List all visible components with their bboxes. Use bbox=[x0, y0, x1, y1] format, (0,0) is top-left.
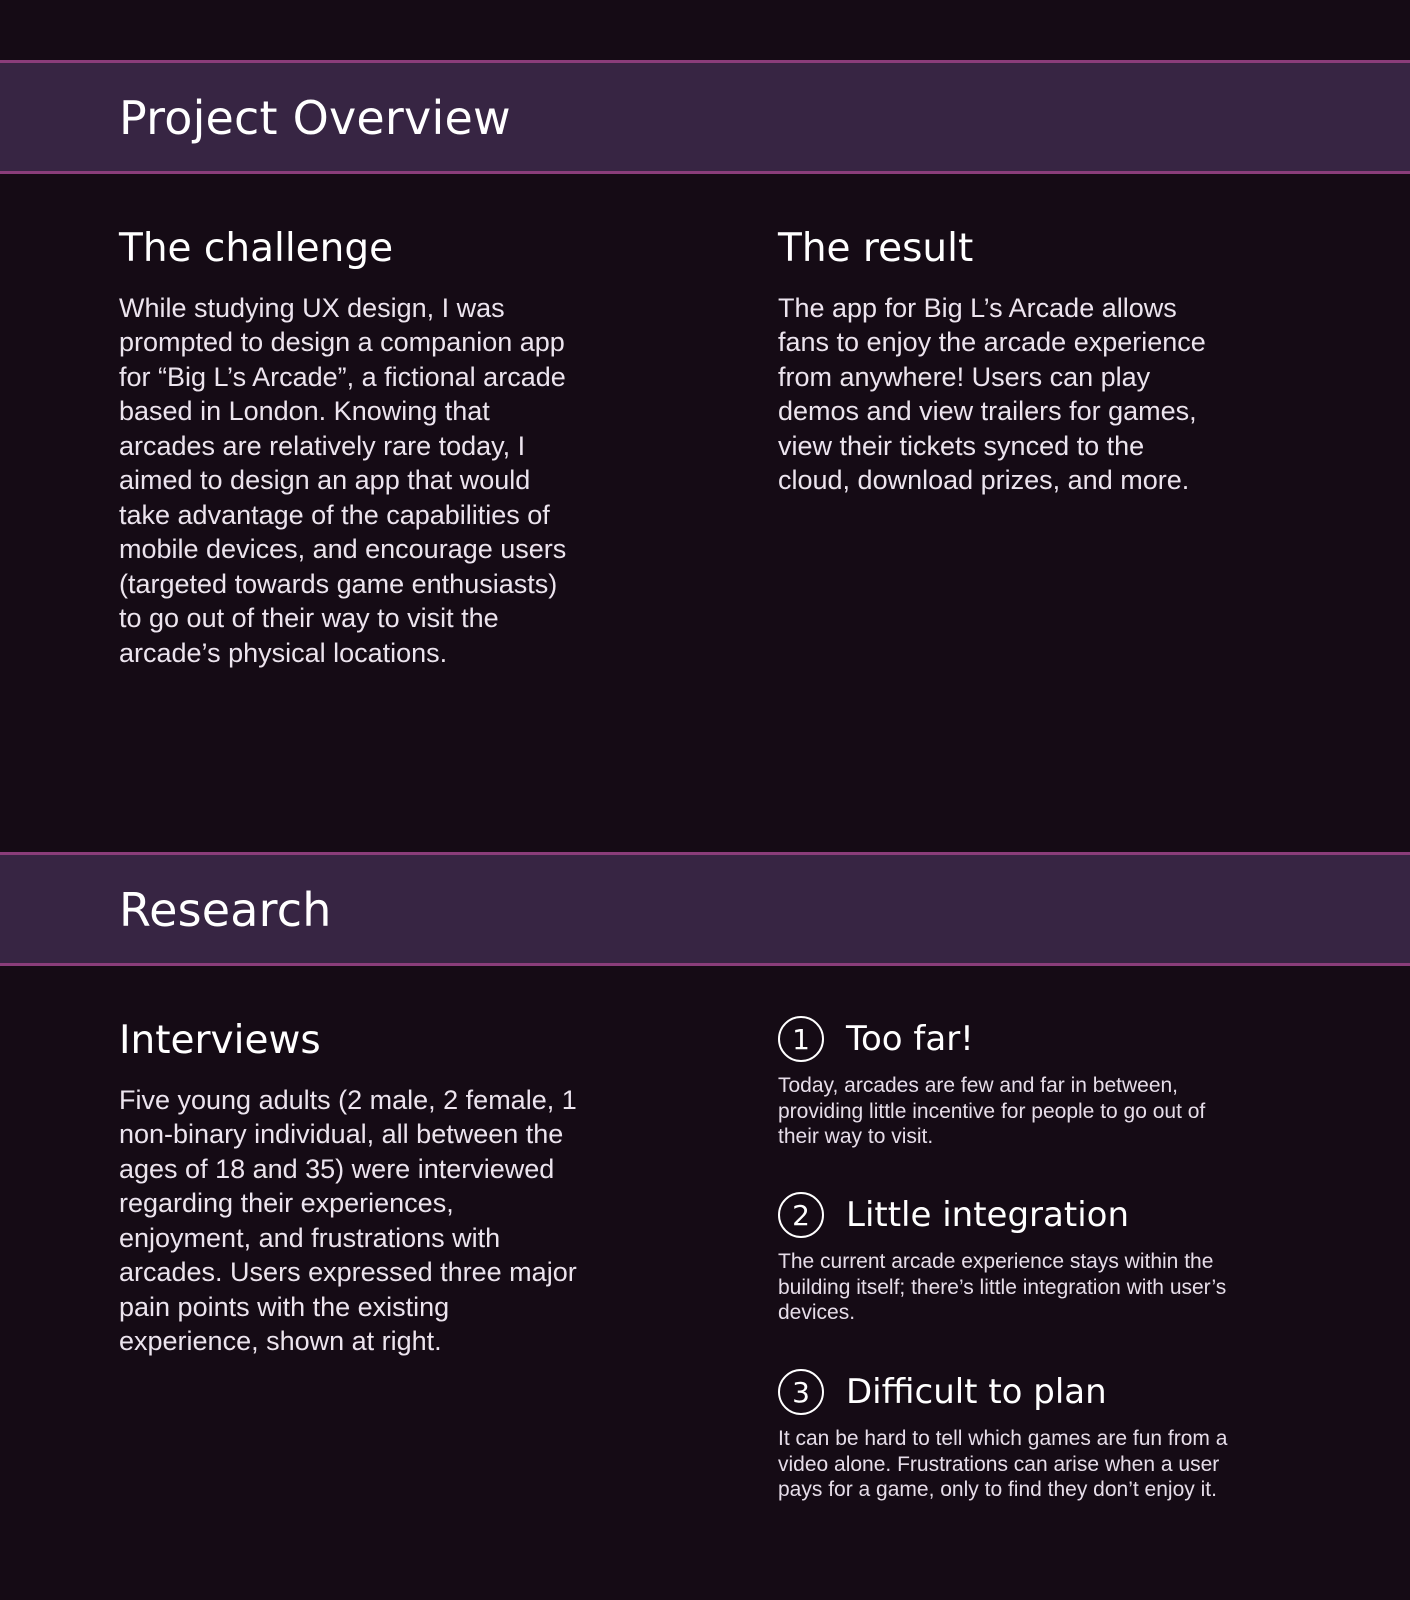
pain-point-title: Too far! bbox=[846, 1019, 974, 1059]
research-banner bbox=[0, 852, 1410, 966]
pain-point-body: The current arcade experience stays within the building itself; there’s little integration with user’s devices. bbox=[778, 1250, 1227, 1324]
result-body: The app for Big L’s Arcade allows fans to enjoy the arcade experience from anywhere! Users can play demos and view trailers for games, view their tickets synced to the cloud, download prizes, and more. bbox=[778, 292, 1206, 496]
interviews-heading: Interviews bbox=[119, 1018, 321, 1063]
research-title: Research bbox=[119, 883, 332, 937]
project-overview-banner bbox=[0, 60, 1410, 174]
result-heading: The result bbox=[778, 226, 974, 271]
pain-point-header bbox=[778, 1015, 1228, 1063]
number-3-icon: 3 bbox=[778, 1369, 824, 1415]
pain-point-header bbox=[778, 1368, 1228, 1416]
challenge-body: While studying UX design, I was prompted to design a companion app for “Big L’s Arcade”, a fictional arcade based in London. Knowing that arcades are relatively rare today, I aimed to design an app that would take advantage of the capabilities of mobile devices, and encourage users (targeted towards game enthusiasts) to go out of their way to visit the arcade’s physical locations. bbox=[119, 292, 567, 668]
pain-point-header bbox=[778, 1191, 1228, 1239]
pain-point-3 bbox=[778, 1368, 1228, 1503]
pain-point-body: It can be hard to tell which games are fun from a video alone. Frustrations can arise when a user pays for a game, only to find they don’t enjoy it. bbox=[778, 1427, 1228, 1501]
pain-point-2 bbox=[778, 1191, 1228, 1326]
pain-point-title: Little integration bbox=[846, 1195, 1129, 1235]
interviews-section bbox=[119, 1018, 579, 1359]
pain-point-body: Today, arcades are few and far in between, providing little incentive for people to go out of their way to visit. bbox=[778, 1074, 1206, 1148]
project-overview-title: Project Overview bbox=[119, 91, 511, 145]
number-2-icon: 2 bbox=[778, 1192, 824, 1238]
pain-point-title: Difficult to plan bbox=[846, 1372, 1107, 1412]
challenge-heading: The challenge bbox=[119, 226, 394, 271]
interviews-body: Five young adults (2 male, 2 female, 1 non-binary individual, all between the ages of 18 and 35) were interviewed regarding their experiences, enjoyment, and frustrations with arcades. Users expressed three major pain points with the existing experience, shown at right. bbox=[119, 1084, 577, 1357]
number-1-icon: 1 bbox=[778, 1016, 824, 1062]
pain-point-1 bbox=[778, 1015, 1228, 1150]
challenge-section bbox=[119, 226, 579, 670]
result-section bbox=[778, 226, 1218, 498]
